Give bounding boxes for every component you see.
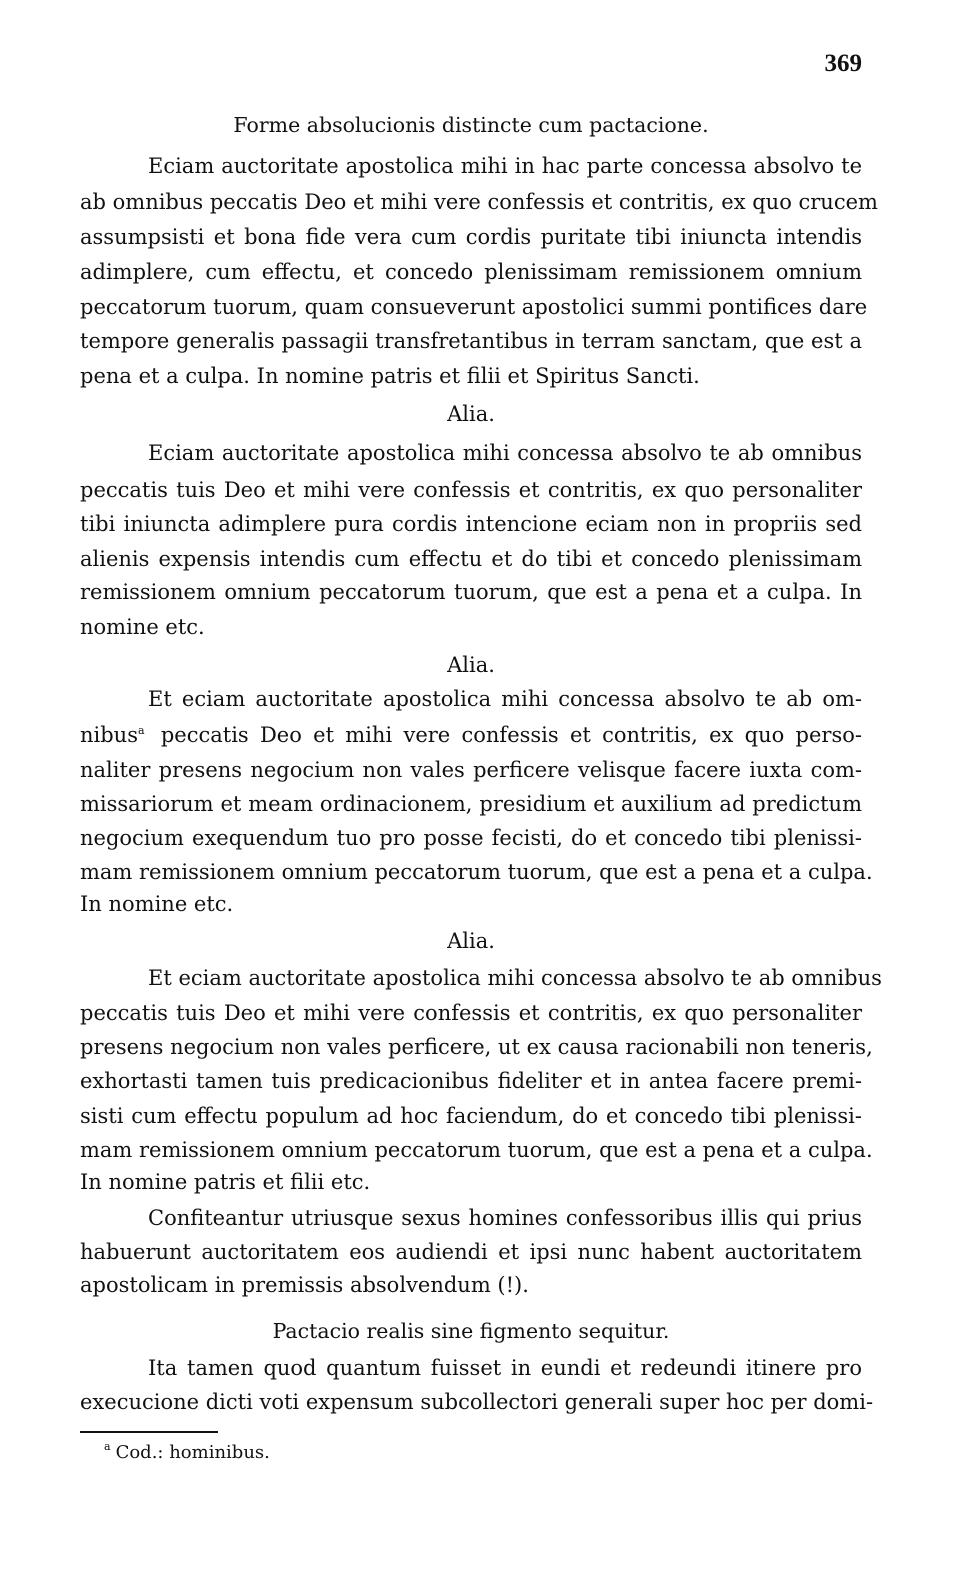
text-line: adimplere, cum effectu, et concedo plenissimam remissionem omnium xyxy=(80,260,862,284)
text-line: peccatis tuis Deo et mihi vere confessis et contritis, ex quo personaliter xyxy=(80,478,862,502)
text-line: apostolicam in premissis absolvendum (!). xyxy=(80,1273,529,1297)
text-line: Ita tamen quod quantum fuisset in eundi et redeundi itinere pro xyxy=(148,1356,862,1380)
text-line: mam remissionem omnium peccatorum tuorum, que est a pena et a culpa. xyxy=(80,1138,873,1162)
footnote-text: Cod.: hominibus. xyxy=(115,1442,270,1463)
text-line: naliter presens negocium non vales perficere velisque facere iuxta com- xyxy=(80,758,862,782)
alia-heading: Alia. xyxy=(447,653,495,677)
text-line: nomine etc. xyxy=(80,615,205,639)
text-line: tempore generalis passagii transfretantibus in terram sanctam, que est a xyxy=(80,329,862,353)
text-line: Et eciam auctoritate apostolica mihi concessa absolvo te ab om- xyxy=(148,687,862,711)
text-line: presens negocium non vales perficere, ut ex causa racionabili non teneris, xyxy=(80,1035,873,1059)
text-word: nibus xyxy=(80,723,138,747)
text-line: alienis expensis intendis cum effectu et do tibi et concedo plenissimam xyxy=(80,547,862,571)
footnote-reference: a xyxy=(138,724,145,737)
section-heading: Pactacio realis sine figmento sequitur. xyxy=(272,1319,670,1343)
text-line: peccatis tuis Deo et mihi vere confessis et contritis, ex quo personaliter xyxy=(80,1001,862,1025)
text-line: negocium exequendum tuo pro posse fecisti, do et concedo tibi plenissi- xyxy=(80,826,862,850)
text-line: Eciam auctoritate apostolica mihi in hac parte concessa absolvo te xyxy=(148,154,862,178)
text-line: assumpsisti et bona fide vera cum cordis puritate tibi iniuncta intendis xyxy=(80,225,862,249)
alia-heading: Alia. xyxy=(447,402,495,426)
text-line: Eciam auctoritate apostolica mihi concessa absolvo te ab omnibus xyxy=(148,441,862,465)
text-line: Confiteantur utriusque sexus homines confessoribus illis qui prius xyxy=(148,1206,862,1230)
text-line xyxy=(80,720,862,754)
text-segment: peccatis Deo et mihi vere confessis et contritis, ex quo perso- xyxy=(160,723,862,747)
footnote xyxy=(104,1440,270,1468)
text-line: Et eciam auctoritate apostolica mihi concessa absolvo te ab omnibus xyxy=(148,966,882,990)
text-line: ab omnibus peccatis Deo et mihi vere confessis et contritis, ex quo crucem xyxy=(80,190,878,214)
text-line: In nomine etc. xyxy=(80,892,234,916)
text-line: In nomine patris et filii etc. xyxy=(80,1170,371,1194)
alia-heading: Alia. xyxy=(447,929,495,953)
text-line: missariorum et meam ordinacionem, presidium et auxilium ad predictum xyxy=(80,792,862,816)
footnote-marker: a xyxy=(104,1440,111,1453)
text-line: peccatorum tuorum, quam consueverunt apostolici summi pontifices dare xyxy=(80,295,868,319)
text-line: exhortasti tamen tuis predicacionibus fideliter et in antea facere premi- xyxy=(80,1069,862,1093)
section-heading: Forme absolucionis distincte cum pactacione. xyxy=(233,113,709,137)
page-number: 369 xyxy=(824,50,862,77)
text-line: tibi iniuncta adimplere pura cordis intencione eciam non in propriis sed xyxy=(80,512,862,536)
footnote-rule xyxy=(80,1431,218,1433)
text-line: habuerunt auctoritatem eos audiendi et ipsi nunc habent auctoritatem xyxy=(80,1240,862,1264)
text-line: remissionem omnium peccatorum tuorum, que est a pena et a culpa. In xyxy=(80,580,862,604)
text-line: mam remissionem omnium peccatorum tuorum, que est a pena et a culpa. xyxy=(80,860,873,884)
text-line: pena et a culpa. In nomine patris et filii et Spiritus Sancti. xyxy=(80,364,700,388)
text-line: sisti cum effectu populum ad hoc faciendum, do et concedo tibi plenissi- xyxy=(80,1104,862,1128)
text-line: execucione dicti voti expensum subcollectori generali super hoc per domi- xyxy=(80,1390,874,1414)
